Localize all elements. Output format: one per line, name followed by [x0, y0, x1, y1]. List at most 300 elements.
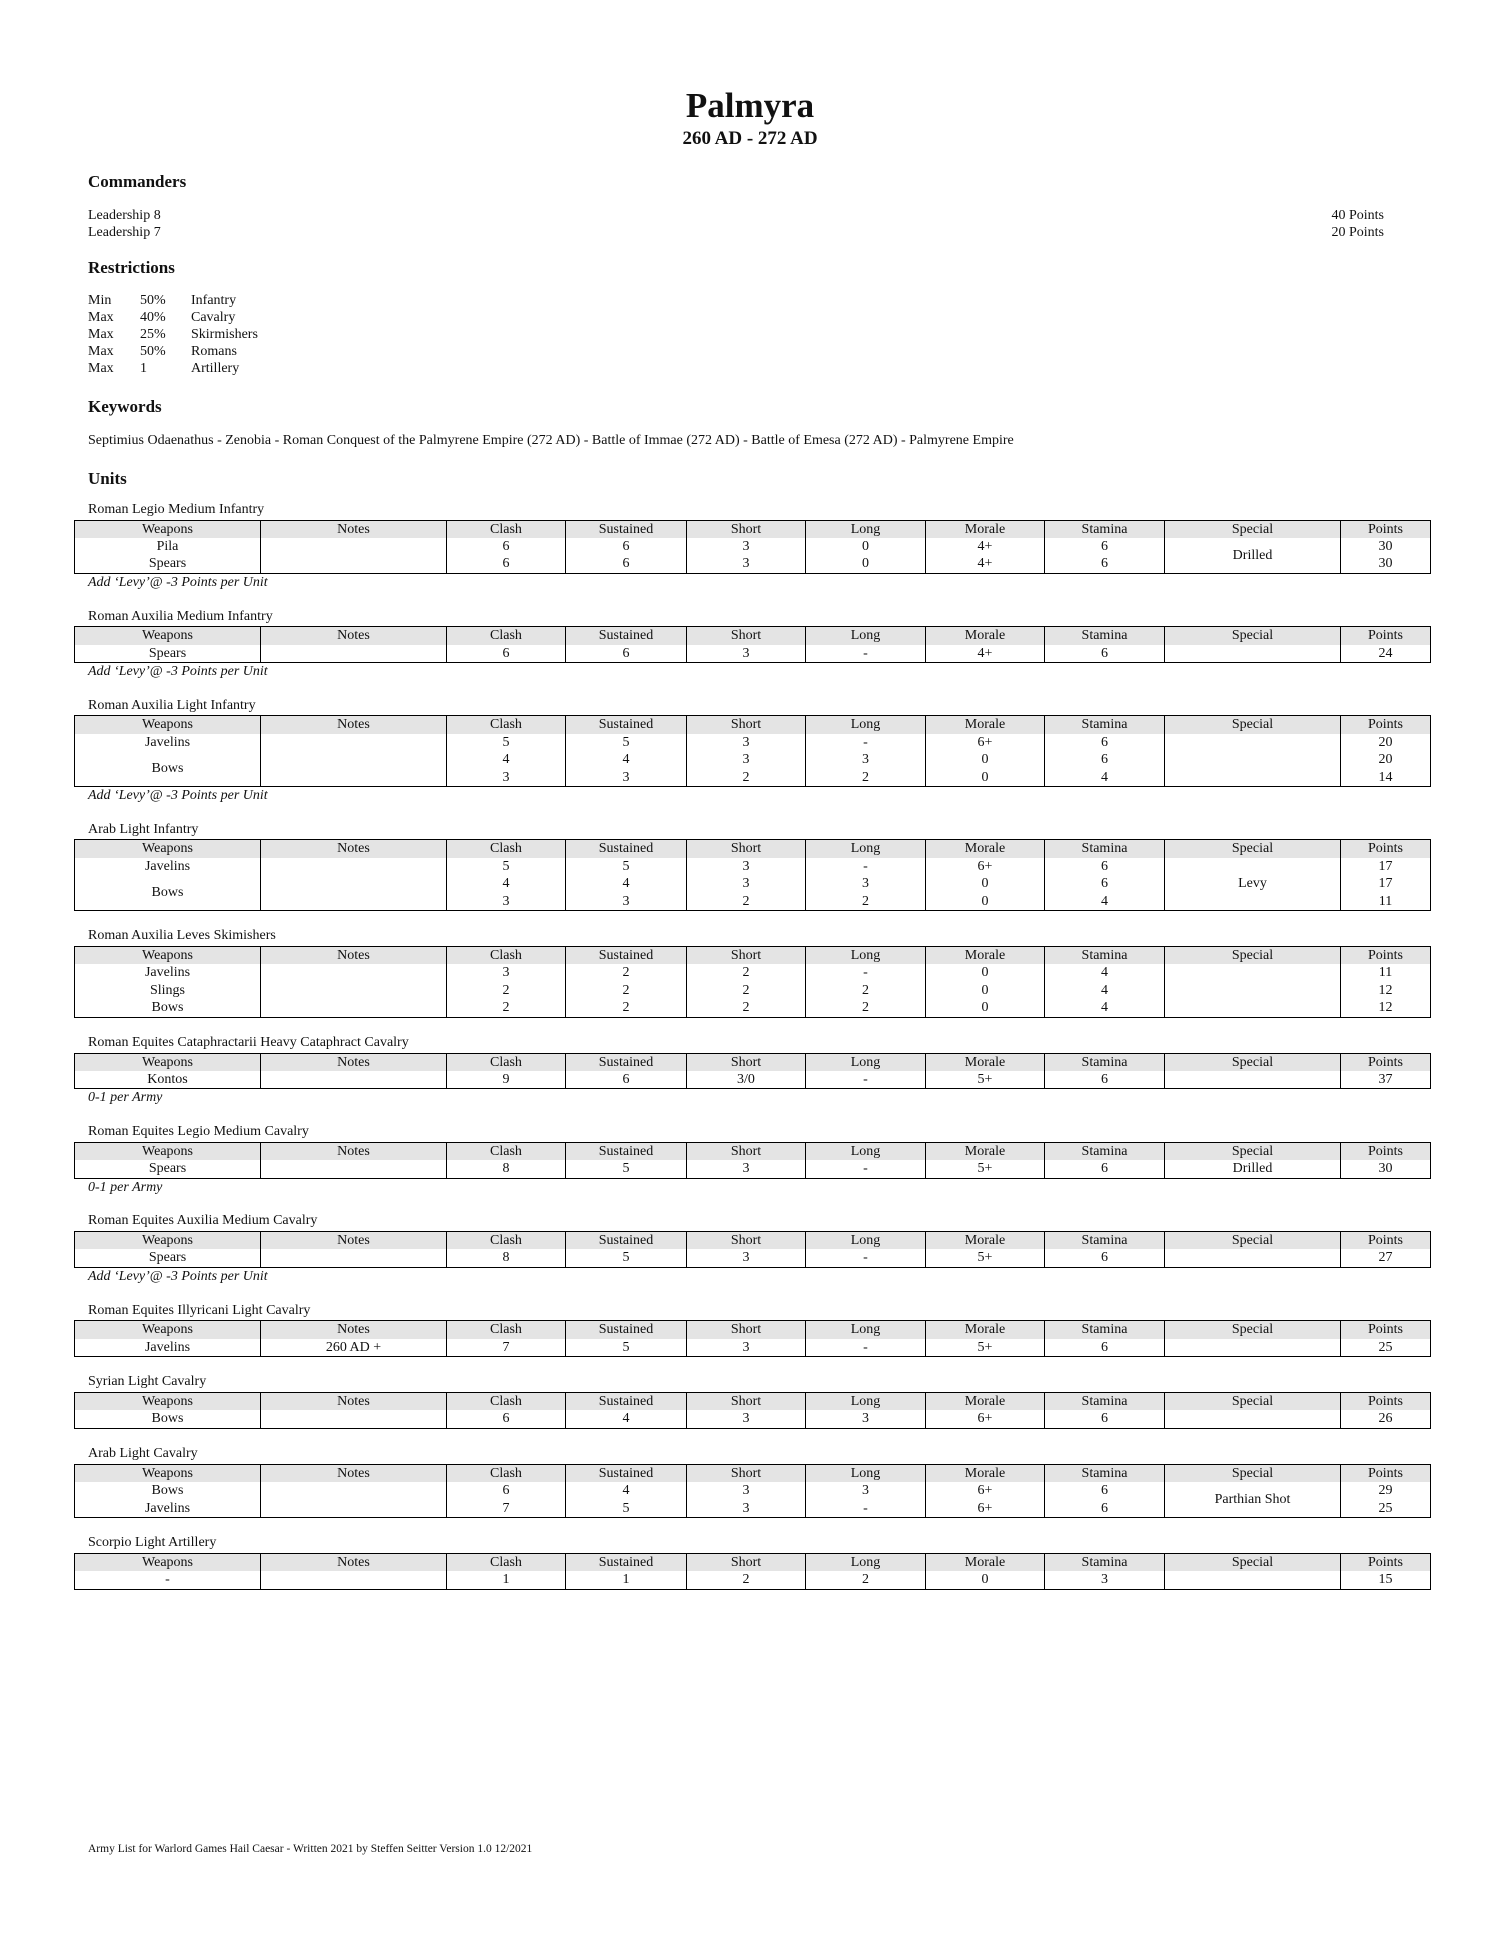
- cell-points: 30: [1341, 1160, 1431, 1178]
- table-header-row: [75, 840, 1431, 858]
- column-header-stamina: Stamina: [1045, 716, 1165, 734]
- cell-weapons: Kontos: [75, 1071, 261, 1089]
- cell-short: 2: [687, 982, 806, 999]
- cell-long: 2: [806, 893, 926, 911]
- cell-sustained: 5: [566, 1500, 687, 1518]
- cell-long: 3: [806, 1482, 926, 1499]
- cell-weapons: Javelins: [75, 964, 261, 981]
- cell-weapons: Slings: [75, 982, 261, 999]
- column-header-morale: Morale: [926, 946, 1045, 964]
- table-header-row: [75, 1142, 1431, 1160]
- keywords-heading: Keywords: [88, 397, 162, 416]
- column-header-short: Short: [687, 1142, 806, 1160]
- cell-stamina: 6: [1045, 1500, 1165, 1518]
- column-header-points: Points: [1341, 627, 1431, 645]
- column-header-points: Points: [1341, 946, 1431, 964]
- column-header-clash: Clash: [447, 1142, 566, 1160]
- cell-short: 3: [687, 858, 806, 875]
- cell-special: [1165, 1571, 1341, 1589]
- cell-stamina: 6: [1045, 875, 1165, 892]
- table-row: [75, 734, 1431, 751]
- cell-clash: 6: [447, 645, 566, 663]
- column-header-stamina: Stamina: [1045, 946, 1165, 964]
- cell-notes: [261, 538, 447, 555]
- cell-points: 27: [1341, 1249, 1431, 1267]
- column-header-sustained: Sustained: [566, 1142, 687, 1160]
- cell-notes: [261, 1482, 447, 1499]
- cell-notes: [261, 1571, 447, 1589]
- keywords-text: Septimius Odaenathus - Zenobia - Roman Conquest of the Palmyrene Empire (272 AD) - Battle of Immae (272 AD) - Battle of Emesa (272 AD) - Palmyrene Empire: [88, 433, 1014, 448]
- cell-stamina: 4: [1045, 769, 1165, 787]
- restriction-value: 50%: [140, 344, 166, 359]
- column-header-sustained: Sustained: [566, 946, 687, 964]
- column-header-notes: Notes: [261, 520, 447, 538]
- cell-long: -: [806, 964, 926, 981]
- column-header-weapons: Weapons: [75, 716, 261, 734]
- cell-weapons: Pila: [75, 538, 261, 555]
- unit-block: [74, 1034, 1430, 1107]
- column-header-special: Special: [1165, 840, 1341, 858]
- unit-stats-table: [74, 1053, 1431, 1090]
- commanders-heading: Commanders: [88, 172, 187, 191]
- unit-title: Roman Equites Cataphractarii Heavy Cataphract Cavalry: [88, 1035, 409, 1050]
- cell-long: 2: [806, 999, 926, 1017]
- cell-morale: 0: [926, 964, 1045, 981]
- cell-notes: [261, 875, 447, 892]
- column-header-notes: Notes: [261, 1392, 447, 1410]
- cell-short: 2: [687, 893, 806, 911]
- column-header-weapons: Weapons: [75, 627, 261, 645]
- unit-note: Add ‘Levy’@ -3 Points per Unit: [88, 1268, 268, 1284]
- cell-special: [1165, 645, 1341, 663]
- cell-special: [1165, 734, 1341, 751]
- column-header-notes: Notes: [261, 1142, 447, 1160]
- cell-points: 11: [1341, 893, 1431, 911]
- cell-short: 2: [687, 964, 806, 981]
- cell-weapons: Bows: [75, 875, 261, 910]
- column-header-notes: Notes: [261, 1231, 447, 1249]
- column-header-special: Special: [1165, 627, 1341, 645]
- column-header-clash: Clash: [447, 1392, 566, 1410]
- unit-note: Add ‘Levy’@ -3 Points per Unit: [88, 788, 268, 803]
- unit-title: Roman Auxilia Medium Infantry: [88, 608, 273, 624]
- cell-stamina: 6: [1045, 538, 1165, 555]
- column-header-clash: Clash: [447, 627, 566, 645]
- column-header-short: Short: [687, 627, 806, 645]
- cell-long: -: [806, 734, 926, 751]
- cell-sustained: 2: [566, 982, 687, 999]
- cell-long: 2: [806, 769, 926, 787]
- column-header-stamina: Stamina: [1045, 1053, 1165, 1071]
- cell-stamina: 4: [1045, 964, 1165, 981]
- cell-stamina: 6: [1045, 555, 1165, 573]
- cell-stamina: 6: [1045, 1339, 1165, 1357]
- cell-sustained: 6: [566, 645, 687, 663]
- restriction-limit: Max: [88, 344, 114, 359]
- column-header-stamina: Stamina: [1045, 1142, 1165, 1160]
- restriction-limit: Max: [88, 310, 114, 325]
- column-header-points: Points: [1341, 1321, 1431, 1339]
- column-header-short: Short: [687, 1553, 806, 1571]
- column-header-weapons: Weapons: [75, 946, 261, 964]
- cell-special: [1165, 1410, 1341, 1428]
- cell-sustained: 1: [566, 1571, 687, 1589]
- unit-title: Syrian Light Cavalry: [88, 1374, 207, 1390]
- cell-points: 12: [1341, 999, 1431, 1017]
- unit-note: 0-1 per Army: [88, 1179, 163, 1195]
- cell-sustained: 5: [566, 858, 687, 875]
- cell-sustained: 2: [566, 999, 687, 1017]
- cell-long: 3: [806, 875, 926, 892]
- cell-clash: 3: [447, 893, 566, 911]
- cell-morale: 6+: [926, 734, 1045, 751]
- cell-points: 24: [1341, 645, 1431, 663]
- column-header-sustained: Sustained: [566, 1231, 687, 1249]
- unit-block: [74, 927, 1430, 1017]
- cell-long: 3: [806, 1410, 926, 1428]
- unit-stats-table: [74, 715, 1431, 787]
- column-header-morale: Morale: [926, 627, 1045, 645]
- table-row: [75, 1482, 1431, 1499]
- cell-special: [1165, 751, 1341, 768]
- cell-short: 3: [687, 555, 806, 573]
- restriction-value: 40%: [140, 310, 166, 325]
- cell-notes: [261, 734, 447, 751]
- cell-sustained: 5: [566, 1160, 687, 1178]
- column-header-weapons: Weapons: [75, 1553, 261, 1571]
- cell-morale: 4+: [926, 555, 1045, 573]
- column-header-morale: Morale: [926, 840, 1045, 858]
- cell-morale: 5+: [926, 1249, 1045, 1267]
- restrictions-list: [88, 292, 258, 377]
- restriction-value: 25%: [140, 327, 166, 342]
- cell-sustained: 4: [566, 1410, 687, 1428]
- column-header-special: Special: [1165, 1464, 1341, 1482]
- cell-notes: [261, 751, 447, 768]
- cell-long: 2: [806, 982, 926, 999]
- cell-long: -: [806, 1249, 926, 1267]
- column-header-special: Special: [1165, 1231, 1341, 1249]
- unit-stats-table: [74, 1553, 1431, 1590]
- cell-morale: 0: [926, 893, 1045, 911]
- cell-clash: 2: [447, 999, 566, 1017]
- column-header-clash: Clash: [447, 1053, 566, 1071]
- column-header-notes: Notes: [261, 1053, 447, 1071]
- column-header-notes: Notes: [261, 627, 447, 645]
- column-header-special: Special: [1165, 1142, 1341, 1160]
- cell-clash: 5: [447, 858, 566, 875]
- cell-weapons: Javelins: [75, 858, 261, 875]
- column-header-points: Points: [1341, 716, 1431, 734]
- cell-sustained: 2: [566, 964, 687, 981]
- table-row: [75, 1410, 1431, 1428]
- restriction-limit: Max: [88, 327, 114, 342]
- column-header-points: Points: [1341, 1553, 1431, 1571]
- table-header-row: [75, 520, 1431, 538]
- commander-points: 20 Points: [1331, 225, 1384, 240]
- column-header-long: Long: [806, 840, 926, 858]
- cell-sustained: 6: [566, 538, 687, 555]
- cell-points: 17: [1341, 858, 1431, 875]
- cell-points: 20: [1341, 751, 1431, 768]
- cell-stamina: 6: [1045, 1249, 1165, 1267]
- unit-title: Roman Auxilia Light Infantry: [88, 697, 256, 713]
- cell-stamina: 6: [1045, 1410, 1165, 1428]
- unit-block: [74, 501, 1430, 591]
- cell-notes: [261, 555, 447, 573]
- unit-stats-table: [74, 946, 1431, 1018]
- cell-morale: 6+: [926, 1500, 1045, 1518]
- unit-title: Scorpio Light Artillery: [88, 1535, 217, 1551]
- cell-short: 3/0: [687, 1071, 806, 1089]
- cell-morale: 5+: [926, 1160, 1045, 1178]
- column-header-morale: Morale: [926, 716, 1045, 734]
- cell-long: -: [806, 858, 926, 875]
- cell-clash: 4: [447, 875, 566, 892]
- page-subtitle: 260 AD - 272 AD: [682, 128, 818, 149]
- table-header-row: [75, 1464, 1431, 1482]
- column-header-clash: Clash: [447, 840, 566, 858]
- column-header-notes: Notes: [261, 1553, 447, 1571]
- cell-special: [1165, 1339, 1341, 1357]
- column-header-points: Points: [1341, 1053, 1431, 1071]
- restriction-type: Cavalry: [191, 310, 236, 325]
- column-header-sustained: Sustained: [566, 1053, 687, 1071]
- cell-special: [1165, 1071, 1341, 1089]
- column-header-special: Special: [1165, 716, 1341, 734]
- column-header-morale: Morale: [926, 1553, 1045, 1571]
- restriction-type: Romans: [191, 344, 237, 359]
- column-header-long: Long: [806, 1231, 926, 1249]
- cell-long: 3: [806, 751, 926, 768]
- table-row: [75, 858, 1431, 875]
- cell-notes: [261, 982, 447, 999]
- unit-note: Add ‘Levy’@ -3 Points per Unit: [88, 664, 268, 679]
- cell-special: [1165, 999, 1341, 1017]
- cell-stamina: 4: [1045, 893, 1165, 911]
- unit-note: Add ‘Levy’@ -3 Points per Unit: [88, 574, 268, 590]
- cell-stamina: 6: [1045, 1482, 1165, 1499]
- cell-morale: 0: [926, 875, 1045, 892]
- cell-sustained: 4: [566, 751, 687, 768]
- column-header-notes: Notes: [261, 946, 447, 964]
- restriction-limit: Min: [88, 293, 112, 308]
- cell-points: 26: [1341, 1410, 1431, 1428]
- cell-clash: 9: [447, 1071, 566, 1089]
- cell-special: [1165, 964, 1341, 981]
- table-header-row: [75, 1553, 1431, 1571]
- unit-block: [74, 1445, 1430, 1518]
- cell-short: 2: [687, 999, 806, 1017]
- column-header-clash: Clash: [447, 946, 566, 964]
- cell-sustained: 3: [566, 769, 687, 787]
- cell-clash: 2: [447, 982, 566, 999]
- units-list: [74, 501, 1430, 1606]
- cell-clash: 6: [447, 1410, 566, 1428]
- column-header-short: Short: [687, 946, 806, 964]
- column-header-short: Short: [687, 1321, 806, 1339]
- restriction-item: [88, 326, 258, 343]
- column-header-long: Long: [806, 1053, 926, 1071]
- cell-stamina: 4: [1045, 999, 1165, 1017]
- cell-special: Drilled: [1165, 538, 1341, 573]
- table-row: [75, 999, 1431, 1017]
- cell-notes: [261, 893, 447, 911]
- cell-morale: 6+: [926, 1482, 1045, 1499]
- cell-morale: 0: [926, 769, 1045, 787]
- cell-weapons: Javelins: [75, 734, 261, 751]
- cell-weapons: Bows: [75, 1410, 261, 1428]
- column-header-long: Long: [806, 1464, 926, 1482]
- column-header-sustained: Sustained: [566, 1321, 687, 1339]
- restriction-type: Artillery: [191, 361, 240, 376]
- column-header-morale: Morale: [926, 1392, 1045, 1410]
- column-header-stamina: Stamina: [1045, 1392, 1165, 1410]
- cell-sustained: 4: [566, 875, 687, 892]
- cell-points: 20: [1341, 734, 1431, 751]
- table-row: [75, 1071, 1431, 1089]
- column-header-clash: Clash: [447, 716, 566, 734]
- cell-special: [1165, 1249, 1341, 1267]
- table-header-row: [75, 1392, 1431, 1410]
- cell-stamina: 6: [1045, 1160, 1165, 1178]
- cell-notes: [261, 964, 447, 981]
- restriction-item: [88, 360, 258, 377]
- table-row: [75, 645, 1431, 663]
- column-header-morale: Morale: [926, 1464, 1045, 1482]
- cell-points: 25: [1341, 1500, 1431, 1518]
- table-row: [75, 1571, 1431, 1589]
- unit-stats-table: [74, 1320, 1431, 1357]
- column-header-long: Long: [806, 1392, 926, 1410]
- cell-clash: 6: [447, 555, 566, 573]
- cell-weapons: -: [75, 1571, 261, 1589]
- column-header-points: Points: [1341, 840, 1431, 858]
- cell-clash: 1: [447, 1571, 566, 1589]
- unit-block: [74, 1302, 1430, 1357]
- column-header-stamina: Stamina: [1045, 1321, 1165, 1339]
- column-header-short: Short: [687, 840, 806, 858]
- unit-stats-table: [74, 1464, 1431, 1518]
- column-header-long: Long: [806, 1553, 926, 1571]
- restriction-item: [88, 292, 258, 309]
- cell-points: 30: [1341, 538, 1431, 555]
- unit-block: [74, 1123, 1430, 1196]
- unit-block: [74, 1212, 1430, 1285]
- column-header-long: Long: [806, 520, 926, 538]
- unit-block: [74, 697, 1430, 805]
- column-header-weapons: Weapons: [75, 1321, 261, 1339]
- column-header-special: Special: [1165, 520, 1341, 538]
- column-header-special: Special: [1165, 1553, 1341, 1571]
- cell-weapons: Spears: [75, 1249, 261, 1267]
- column-header-clash: Clash: [447, 520, 566, 538]
- table-row: [75, 769, 1431, 787]
- cell-special: Parthian Shot: [1165, 1482, 1341, 1517]
- restriction-item: [88, 343, 258, 360]
- cell-stamina: 6: [1045, 1071, 1165, 1089]
- restrictions-heading: Restrictions: [88, 258, 175, 277]
- cell-notes: [261, 1160, 447, 1178]
- unit-stats-table: [74, 839, 1431, 911]
- cell-short: 3: [687, 751, 806, 768]
- cell-short: 3: [687, 538, 806, 555]
- restriction-type: Skirmishers: [191, 327, 258, 342]
- unit-title: Roman Equites Auxilia Medium Cavalry: [88, 1213, 318, 1229]
- cell-morale: 6+: [926, 858, 1045, 875]
- cell-notes: [261, 1500, 447, 1518]
- cell-short: 3: [687, 734, 806, 751]
- unit-title: Arab Light Infantry: [88, 821, 199, 837]
- column-header-stamina: Stamina: [1045, 1231, 1165, 1249]
- cell-clash: 7: [447, 1500, 566, 1518]
- cell-sustained: 6: [566, 555, 687, 573]
- cell-clash: 3: [447, 769, 566, 787]
- cell-short: 3: [687, 1160, 806, 1178]
- column-header-morale: Morale: [926, 520, 1045, 538]
- cell-morale: 5+: [926, 1339, 1045, 1357]
- cell-short: 3: [687, 1339, 806, 1357]
- commander-points: 40 Points: [1331, 208, 1384, 223]
- cell-sustained: 5: [566, 734, 687, 751]
- column-header-short: Short: [687, 716, 806, 734]
- units-heading: Units: [88, 469, 127, 488]
- column-header-points: Points: [1341, 520, 1431, 538]
- cell-short: 2: [687, 769, 806, 787]
- column-header-special: Special: [1165, 1053, 1341, 1071]
- column-header-short: Short: [687, 1231, 806, 1249]
- commanders-list: [88, 207, 1384, 241]
- cell-points: 30: [1341, 555, 1431, 573]
- cell-stamina: 6: [1045, 734, 1165, 751]
- table-row: [75, 964, 1431, 981]
- commander-label: Leadership 7: [88, 225, 161, 240]
- column-header-stamina: Stamina: [1045, 840, 1165, 858]
- cell-stamina: 6: [1045, 645, 1165, 663]
- cell-sustained: 5: [566, 1339, 687, 1357]
- table-header-row: [75, 716, 1431, 734]
- cell-notes: [261, 1071, 447, 1089]
- cell-morale: 4+: [926, 645, 1045, 663]
- column-header-stamina: Stamina: [1045, 1553, 1165, 1571]
- cell-weapons: Bows: [75, 1482, 261, 1499]
- column-header-special: Special: [1165, 1321, 1341, 1339]
- cell-points: 25: [1341, 1339, 1431, 1357]
- column-header-short: Short: [687, 1464, 806, 1482]
- cell-weapons: Javelins: [75, 1500, 261, 1518]
- column-header-sustained: Sustained: [566, 520, 687, 538]
- cell-clash: 6: [447, 538, 566, 555]
- column-header-points: Points: [1341, 1392, 1431, 1410]
- column-header-weapons: Weapons: [75, 520, 261, 538]
- unit-block: [74, 1534, 1430, 1589]
- column-header-long: Long: [806, 716, 926, 734]
- column-header-weapons: Weapons: [75, 1053, 261, 1071]
- table-header-row: [75, 1231, 1431, 1249]
- column-header-sustained: Sustained: [566, 1392, 687, 1410]
- column-header-sustained: Sustained: [566, 1553, 687, 1571]
- cell-weapons: Bows: [75, 999, 261, 1017]
- cell-sustained: 6: [566, 1071, 687, 1089]
- column-header-sustained: Sustained: [566, 627, 687, 645]
- unit-stats-table: [74, 1142, 1431, 1179]
- restriction-value: 1: [140, 361, 147, 376]
- cell-morale: 4+: [926, 538, 1045, 555]
- cell-points: 37: [1341, 1071, 1431, 1089]
- restriction-type: Infantry: [191, 293, 237, 308]
- cell-notes: [261, 1249, 447, 1267]
- column-header-sustained: Sustained: [566, 716, 687, 734]
